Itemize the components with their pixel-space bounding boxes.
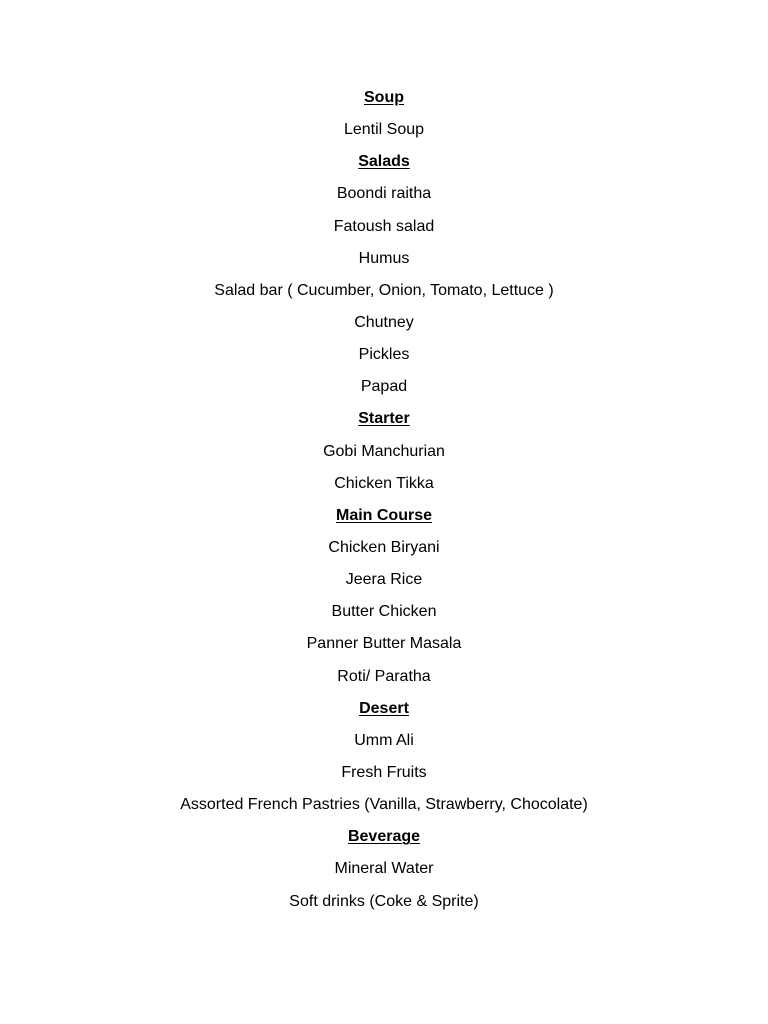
menu-item: Salad bar ( Cucumber, Onion, Tomato, Lettuce ) xyxy=(214,281,554,299)
menu-item: Fresh Fruits xyxy=(341,763,427,781)
menu-item: Pickles xyxy=(358,346,410,364)
menu-item: Papad xyxy=(360,378,408,396)
menu-item: Lentil Soup xyxy=(343,121,425,139)
section-heading-beverage: Beverage xyxy=(347,828,421,846)
menu-item: Fatoush salad xyxy=(333,217,435,235)
menu-item: Butter Chicken xyxy=(331,603,437,621)
menu-item: Chicken Biryani xyxy=(328,538,440,556)
menu-item: Umm Ali xyxy=(354,731,414,749)
section-heading-desert: Desert xyxy=(359,699,409,717)
menu-item: Chicken Tikka xyxy=(334,474,434,492)
menu-item: Assorted French Pastries (Vanilla, Strawberry, Chocolate) xyxy=(180,796,588,814)
menu-document xyxy=(0,82,768,918)
menu-item: Mineral Water xyxy=(334,860,434,878)
menu-item: Roti/ Paratha xyxy=(337,667,431,685)
menu-item: Chutney xyxy=(354,313,414,331)
section-heading-main-course: Main Course xyxy=(335,506,432,524)
section-heading-salads: Salads xyxy=(358,153,410,171)
menu-item: Panner Butter Masala xyxy=(306,635,462,653)
menu-item: Gobi Manchurian xyxy=(323,442,445,460)
section-heading-soup: Soup xyxy=(364,89,404,106)
section-heading-starter: Starter xyxy=(358,410,410,428)
menu-item: Boondi raitha xyxy=(336,185,432,203)
menu-item: Jeera Rice xyxy=(345,571,423,589)
menu-item: Soft drinks (Coke & Sprite) xyxy=(289,892,479,910)
menu-item: Humus xyxy=(358,249,410,267)
